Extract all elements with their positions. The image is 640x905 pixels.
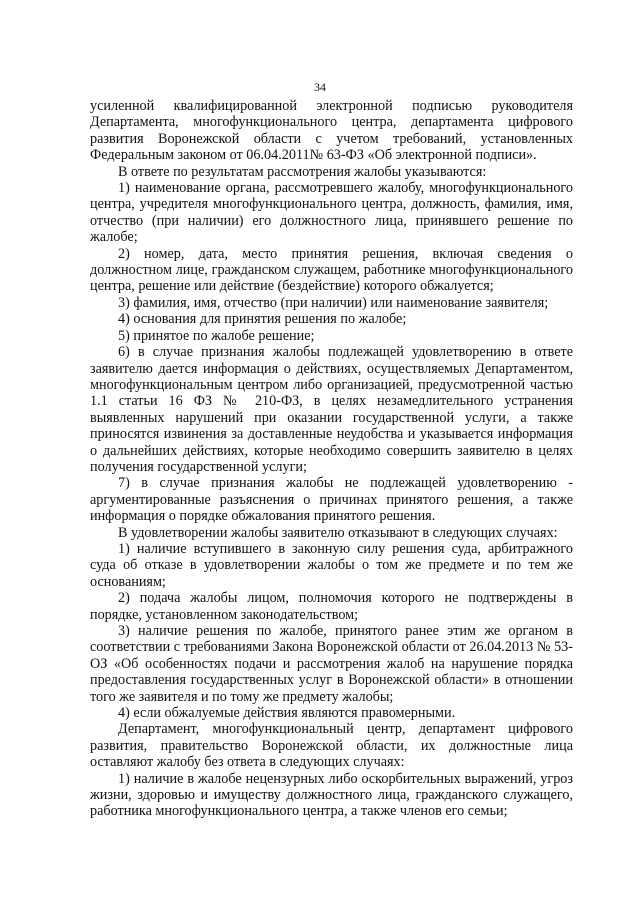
paragraph-list-item: 1) наименование органа, рассмотревшего жалобу, многофункционального центра, учредителя многофункционального центра, должность, фамилия, имя, отчество (при наличии) его должностного лица, принявшего решение по жалобе; (90, 180, 573, 246)
paragraph-list-item: 6) в случае признания жалобы подлежащей удовлетворению в ответе заявителю дается информация о действиях, осуществляемых Департаментом, многофункциональным центром либо организацией, предусмотренной частью 1.1 статьи 16 ФЗ № 210-ФЗ, в целях незамедлительного устранения выявленных нарушений при оказании государственной услуги, а также приносятся извинения за доставленные неудобства и указывается информация о дальнейших действиях, которые необходимо совершить заявителю в целях получения государственной услуги; (90, 344, 573, 475)
paragraph-list-item: 1) наличие вступившего в законную силу решения суда, арбитражного суда об отказе в удовлетворении жалобы о том же предмете и по тем же основаниям; (90, 540, 573, 590)
paragraph-refusal-intro: В удовлетворении жалобы заявителю отказывают в следующих случаях: (118, 524, 558, 541)
paragraph-signature-continuation: усиленной квалифицированной электронной подписью руководителя Департамента, многофункционального центра, департамента цифрового развития Воронежской области с учетом требований, установленных Федеральным законом от 06.04.2011№ 63-ФЗ «Об электронной подписи». (90, 98, 573, 164)
paragraph-response-contents-intro: В ответе по результатам рассмотрения жалобы указываются: (118, 163, 487, 180)
paragraph-list-item: 4) основания для принятия решения по жалобе; (118, 311, 407, 328)
body-text (90, 98, 573, 820)
paragraph-list-item: 7) в случае признания жалобы не подлежащей удовлетворению - аргументированные разъяснения о причинах принятого решения, а также информация о порядке обжалования принятого решения. (90, 475, 573, 525)
paragraph-no-answer-intro: Департамент, многофункциональный центр, департамент цифрового развития, правительство Воронежской области, их должностные лица оставляют жалобу без ответа в следующих случаях: (90, 721, 573, 771)
paragraph-list-item: 3) фамилия, имя, отчество (при наличии) или наименование заявителя; (118, 294, 549, 311)
paragraph-list-item: 2) номер, дата, место принятия решения, включая сведения о должностном лице, гражданском служащем, работнике многофункционального центра, решение или действие (бездействие) которого обжалуется; (90, 245, 573, 295)
paragraph-list-item: 2) подача жалобы лицом, полномочия которого не подтверждены в порядке, установленном законодательством; (90, 590, 573, 623)
page-number: 34 (314, 80, 326, 94)
paragraph-list-item: 3) наличие решения по жалобе, принятого ранее этим же органом в соответствии с требованиями Закона Воронежской области от 26.04.2013 № 53-ОЗ «Об особенностях подачи и рассмотрения жалоб на нарушение порядка предоставления государственных услуг в Воронежской области» в отношении того же заявителя и по тому же предмету жалобы; (90, 623, 573, 705)
paragraph-list-item: 5) принятое по жалобе решение; (118, 327, 315, 344)
paragraph-list-item: 4) если обжалуемые действия являются правомерными. (118, 705, 456, 722)
paragraph-list-item: 1) наличие в жалобе нецензурных либо оскорбительных выражений, угроз жизни, здоровью и имуществу должностного лица, гражданского служащего, работника многофункционального центра, а также членов его семьи; (90, 770, 573, 820)
